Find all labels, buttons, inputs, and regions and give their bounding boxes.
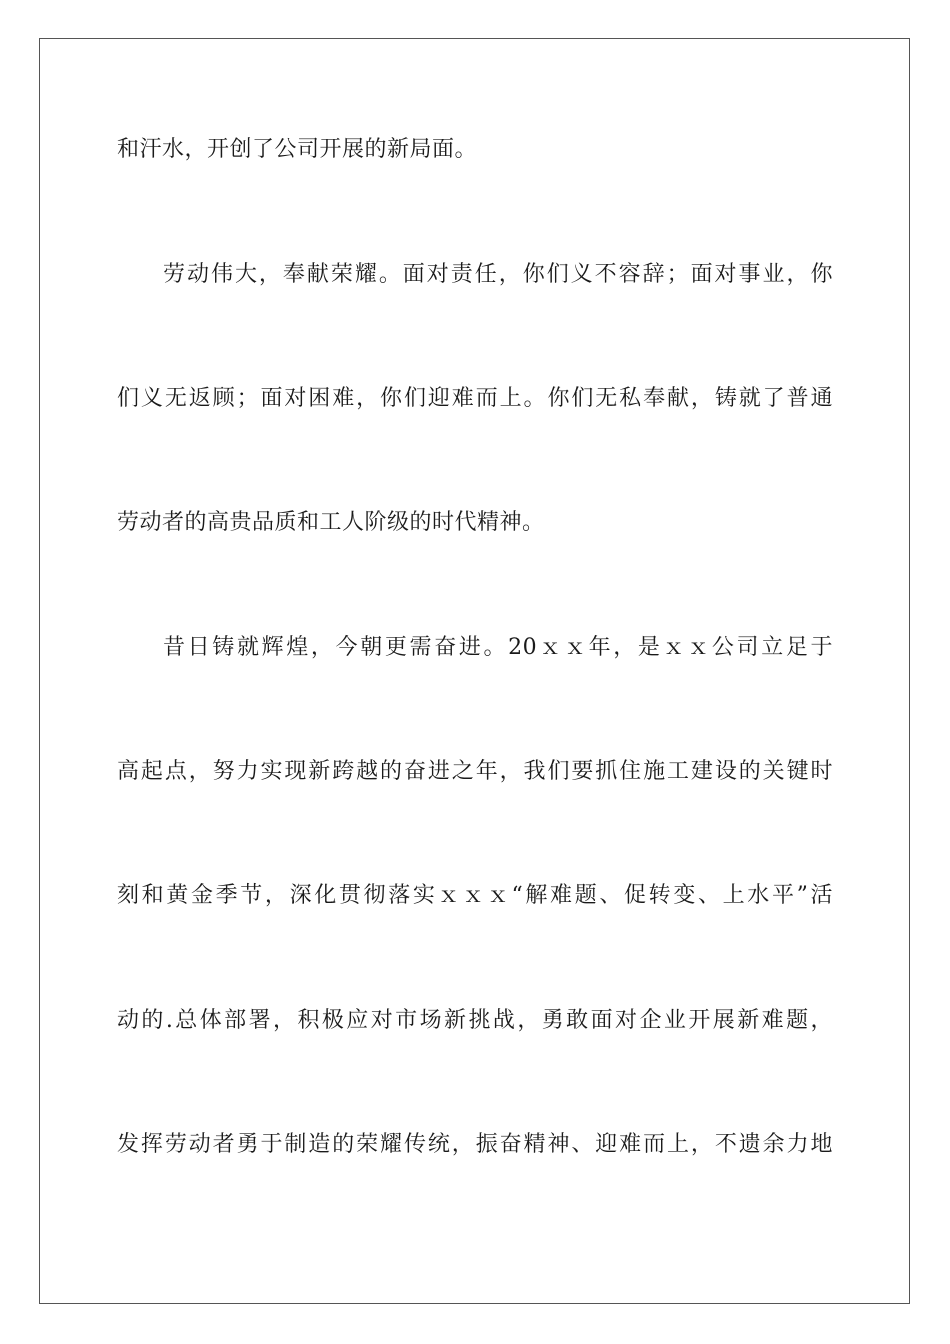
text-line-7: 刻和黄金季节，深化贯彻落实ｘｘｘ“解难题、促转变、上水平”活 xyxy=(117,883,833,908)
text-line-9: 发挥劳动者勇于制造的荣耀传统，振奋精神、迎难而上，不遗余力地 xyxy=(117,1132,833,1157)
text-line-2: 劳动伟大，奉献荣耀。面对责任，你们义不容辞；面对事业，你 xyxy=(163,262,833,287)
page-border xyxy=(39,38,910,1304)
text-line-6: 高起点，努力实现新跨越的奋进之年，我们要抓住施工建设的关键时 xyxy=(117,759,833,784)
text-line-1: 和汗水，开创了公司开展的新局面。 xyxy=(117,137,478,162)
text-line-5: 昔日铸就辉煌，今朝更需奋进。20ｘｘ年，是ｘｘ公司立足于 xyxy=(163,635,833,660)
text-line-3: 们义无返顾；面对困难，你们迎难而上。你们无私奉献，铸就了普通 xyxy=(117,386,833,411)
text-line-8: 动的.总体部署，积极应对市场新挑战，勇敢面对企业开展新难题， xyxy=(117,1008,833,1033)
text-line-4: 劳动者的高贵品质和工人阶级的时代精神。 xyxy=(117,510,545,535)
